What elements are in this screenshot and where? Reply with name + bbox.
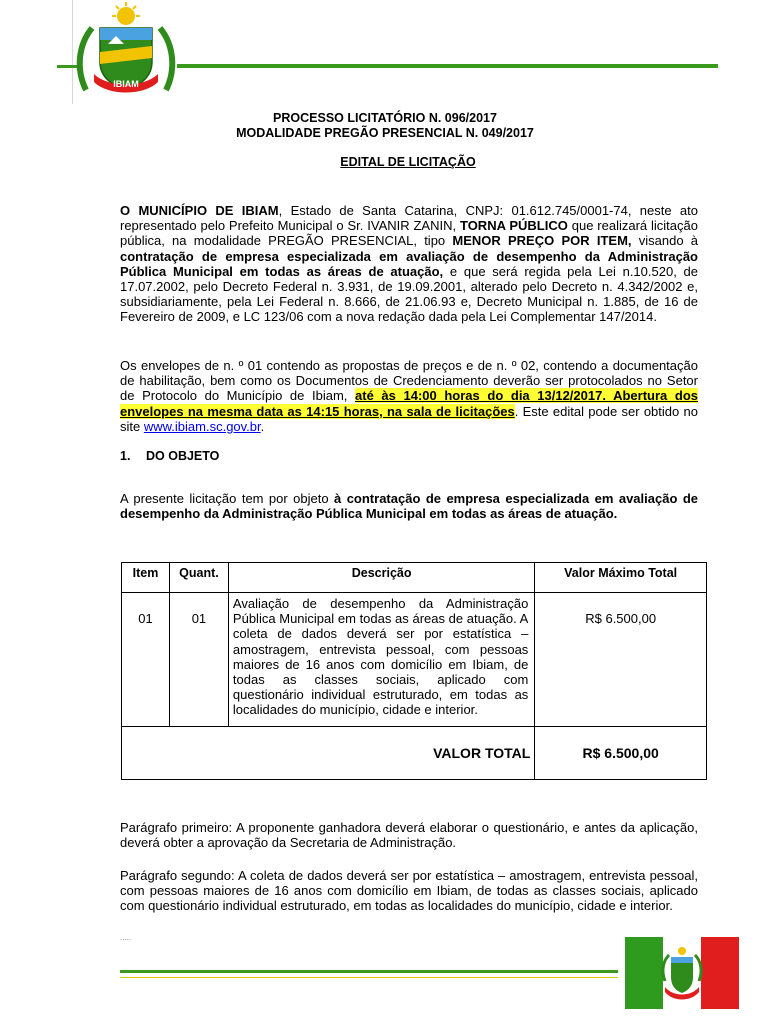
paragraph-second: Parágrafo segundo: A coleta de dados deverá ser por estatística – amostragem, entrevista pessoal, com pessoas maiores de 16 anos com domicílio em Ibiam, de todas as classes sociais, aplicado com questionário individual estruturado, em todas as localidades do município, cidade e interior. bbox=[120, 868, 698, 914]
header-descricao: Descrição bbox=[228, 563, 534, 593]
cell-descricao: Avaliação de desempenho da Administração Pública Municipal em todas as áreas de atuação. A coleta de dados deverá ser por estatística – amostragem, entrevista pessoal, com pessoas maiores de 16 anos com domicílio em Ibiam, de todas as classes sociais, aplicado com questionário individual estruturado, em todas as localidades do município, cidade e interior. bbox=[228, 593, 534, 727]
section-title: DO OBJETO bbox=[146, 449, 220, 463]
header-item: Item bbox=[122, 563, 170, 593]
intro-paragraph bbox=[120, 203, 698, 325]
intro-text-4: e que será regida pela Lei n.10.520, de 17.07.2002, pelo Decreto Federal n. 3.931, de 19.09.2001, alterado pelo Decreto n. 4.342/2002 e, subsidiariamente, pela Lei Federal n. 8.666, de 21.06.93 e, Decreto Municipal n. 1.885, de 16 de Fevereiro de 2009, e LC 123/06 com a nova redação dada pela Lei Complementar 147/2014. bbox=[120, 263, 698, 325]
object-paragraph bbox=[120, 491, 698, 521]
cell-valor: R$ 6.500,00 bbox=[535, 593, 707, 727]
municipal-crest-icon bbox=[72, 0, 180, 104]
header-valor: Valor Máximo Total bbox=[535, 563, 707, 593]
ellipsis-marker: ..... bbox=[120, 933, 132, 942]
object-text-bold: à contratação de empresa especializada em avaliação de desempenho da Administração Pública Municipal em todas as áreas de atuação. bbox=[120, 491, 699, 522]
municipality-name: O MUNICÍPIO DE IBIAM bbox=[120, 203, 279, 218]
envelopes-paragraph bbox=[120, 358, 698, 434]
website-link[interactable]: www.ibiam.sc.gov.br bbox=[143, 418, 261, 434]
process-title: PROCESSO LICITATÓRIO N. 096/2017 bbox=[273, 111, 497, 125]
edital-heading: EDITAL DE LICITAÇÃO bbox=[340, 155, 476, 169]
header-quant: Quant. bbox=[169, 563, 228, 593]
table-row bbox=[122, 593, 707, 727]
envelopes-text-3: . bbox=[260, 418, 265, 434]
total-value: R$ 6.500,00 bbox=[535, 726, 707, 779]
municipal-flag-icon bbox=[625, 937, 739, 1009]
cell-item: 01 bbox=[122, 593, 170, 727]
intro-bold-2: MENOR PREÇO POR ITEM, bbox=[452, 233, 632, 249]
object-text-1: A presente licitação tem por objeto bbox=[120, 491, 335, 506]
intro-text-1: , Estado de Santa Catarina, CNPJ: 01.612.745/0001-74, neste ato representado pelo Prefeito Municipal o Sr. IVANIR ZANIN, bbox=[120, 203, 698, 234]
deadline-highlight: até às 14:00 horas do dia 13/12/2017. Abertura dos envelopes na mesma data as 14:15 horas, na sala de licitações bbox=[120, 388, 698, 419]
envelopes-text-2: . Este edital pode ser obtido no site bbox=[120, 403, 698, 434]
section-number: 1. bbox=[120, 449, 131, 463]
total-label: VALOR TOTAL bbox=[122, 726, 535, 779]
intro-text-3: visando à bbox=[631, 233, 698, 249]
envelopes-text-1: Os envelopes de n. º 01 contendo as propostas de preços e de n. º 02, contendo a documentação de habilitação, bem como os Documentos de Credenciamento deverão ser protocolados no Setor de Protocolo do Município de Ibiam, bbox=[120, 358, 698, 404]
intro-bold-3: contratação de empresa especializada em avaliação de desempenho da Administração Pública Municipal em todas as áreas de atuação, bbox=[120, 248, 698, 279]
table-header-row bbox=[122, 563, 707, 593]
items-table bbox=[121, 562, 707, 780]
crest-label: IBIAM bbox=[113, 79, 139, 89]
intro-bold-1: TORNA PÚBLICO bbox=[459, 218, 568, 234]
document-titles bbox=[0, 111, 770, 141]
header-line-right bbox=[177, 64, 718, 68]
cell-quant: 01 bbox=[169, 593, 228, 727]
modality-title: MODALIDADE PREGÃO PRESENCIAL N. 049/2017 bbox=[236, 126, 534, 140]
paragraph-first: Parágrafo primeiro: A proponente ganhadora deverá elaborar o questionário, e antes da aplicação, deverá obter a aprovação da Secretaria de Administração. bbox=[120, 820, 698, 851]
intro-text-2: que realizará licitação pública, na modalidade PREGÃO PRESENCIAL, tipo bbox=[120, 218, 698, 249]
footer-line-accent bbox=[120, 977, 618, 978]
table-total-row bbox=[122, 726, 707, 779]
footer-line bbox=[120, 970, 618, 973]
section-heading-objeto bbox=[120, 449, 219, 463]
